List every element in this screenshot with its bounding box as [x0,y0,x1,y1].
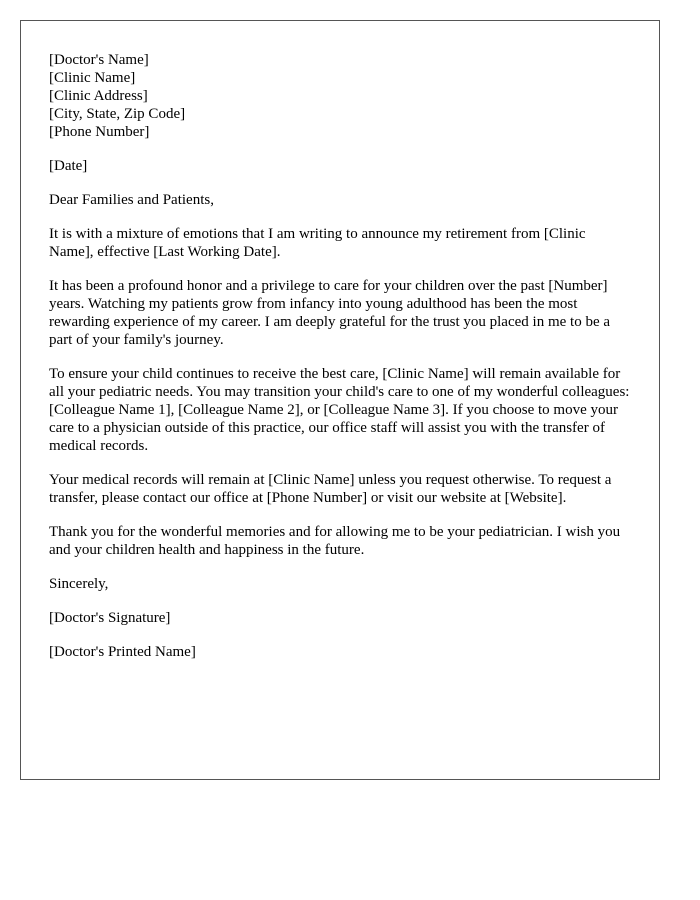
paragraph-continuity-of-care: To ensure your child continues to receive the best care, [Clinic Name] will remain available for all your pediatric needs. You may transition your child's care to one of my wonderful colleagues: [Colleague Name 1], [Colleague Name 2], or [Colleague Name 3]. If you choose to move your care to a physician outside of this practice, our office staff will assist you with the transfer of medical records. [49,366,630,454]
paragraph-medical-records: Your medical records will remain at [Clinic Name] unless you request otherwise. To request a transfer, please contact our office at [Phone Number] or visit our website at [Website]. [49,472,612,506]
letter-body [49,51,633,661]
signature-placeholder: [Doctor's Signature] [49,610,171,626]
sender-address-block [49,51,633,141]
sender-city-state-zip: [City, State, Zip Code] [49,106,186,122]
paragraph-retirement-announcement: It is with a mixture of emotions that I am writing to announce my retirement from [Clinic Name], effective [Last Working Date]. [49,226,586,260]
salutation: Dear Families and Patients, [49,192,214,208]
sender-doctor-name: [Doctor's Name] [49,52,149,68]
paragraph-thank-you: Thank you for the wonderful memories and for allowing me to be your pediatrician. I wish you and your children health and happiness in the future. [49,524,621,558]
closing: Sincerely, [49,576,109,592]
printed-name-placeholder: [Doctor's Printed Name] [49,644,196,660]
sender-clinic-name: [Clinic Name] [49,70,136,86]
letter-date: [Date] [49,158,88,174]
sender-clinic-address: [Clinic Address] [49,88,148,104]
paragraph-gratitude: It has been a profound honor and a privilege to care for your children over the past [Number] years. Watching my patients grow from infancy into young adulthood has been the most rewarding experience of my career. I am deeply grateful for the trust you placed in me to be a part of your family's journey. [49,278,611,348]
sender-phone-number: [Phone Number] [49,124,150,140]
letter-page [20,20,660,780]
